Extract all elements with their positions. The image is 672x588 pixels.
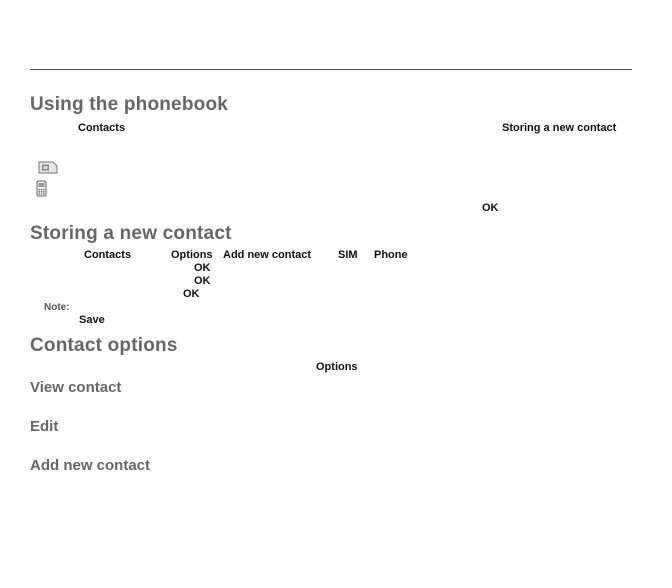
keyword-storing-new-contact: Storing a new contact [502, 122, 617, 134]
keyword-contacts: Contacts [78, 122, 126, 134]
phone-icon [36, 180, 47, 197]
keyword-add-new-contact: Add new contact [223, 249, 312, 261]
keyword-ok: OK [482, 202, 499, 214]
keyword-phone: Phone [374, 249, 408, 261]
subheading-view-contact: View contact [30, 379, 122, 396]
subheading-edit: Edit [30, 418, 59, 435]
subheading-add-new-contact: Add new contact [30, 457, 151, 474]
keyword-ok: OK [183, 288, 200, 300]
keyword-options: Options [316, 361, 358, 373]
section-title-storing-new-contact: Storing a new contact [30, 223, 232, 244]
keyword-contacts: Contacts [84, 249, 132, 261]
sim-card-icon [38, 161, 58, 174]
keyword-ok: OK [194, 262, 211, 274]
keyword-sim: SIM [338, 249, 358, 261]
keyword-save: Save [79, 314, 105, 326]
keyword-options: Options [171, 249, 213, 261]
keyword-ok: OK [194, 275, 211, 287]
section-title-contact-options: Contact options [30, 335, 178, 356]
header-rule [30, 69, 632, 70]
note-label: Note: [44, 302, 70, 313]
section-title-using-phonebook: Using the phonebook [30, 94, 229, 115]
